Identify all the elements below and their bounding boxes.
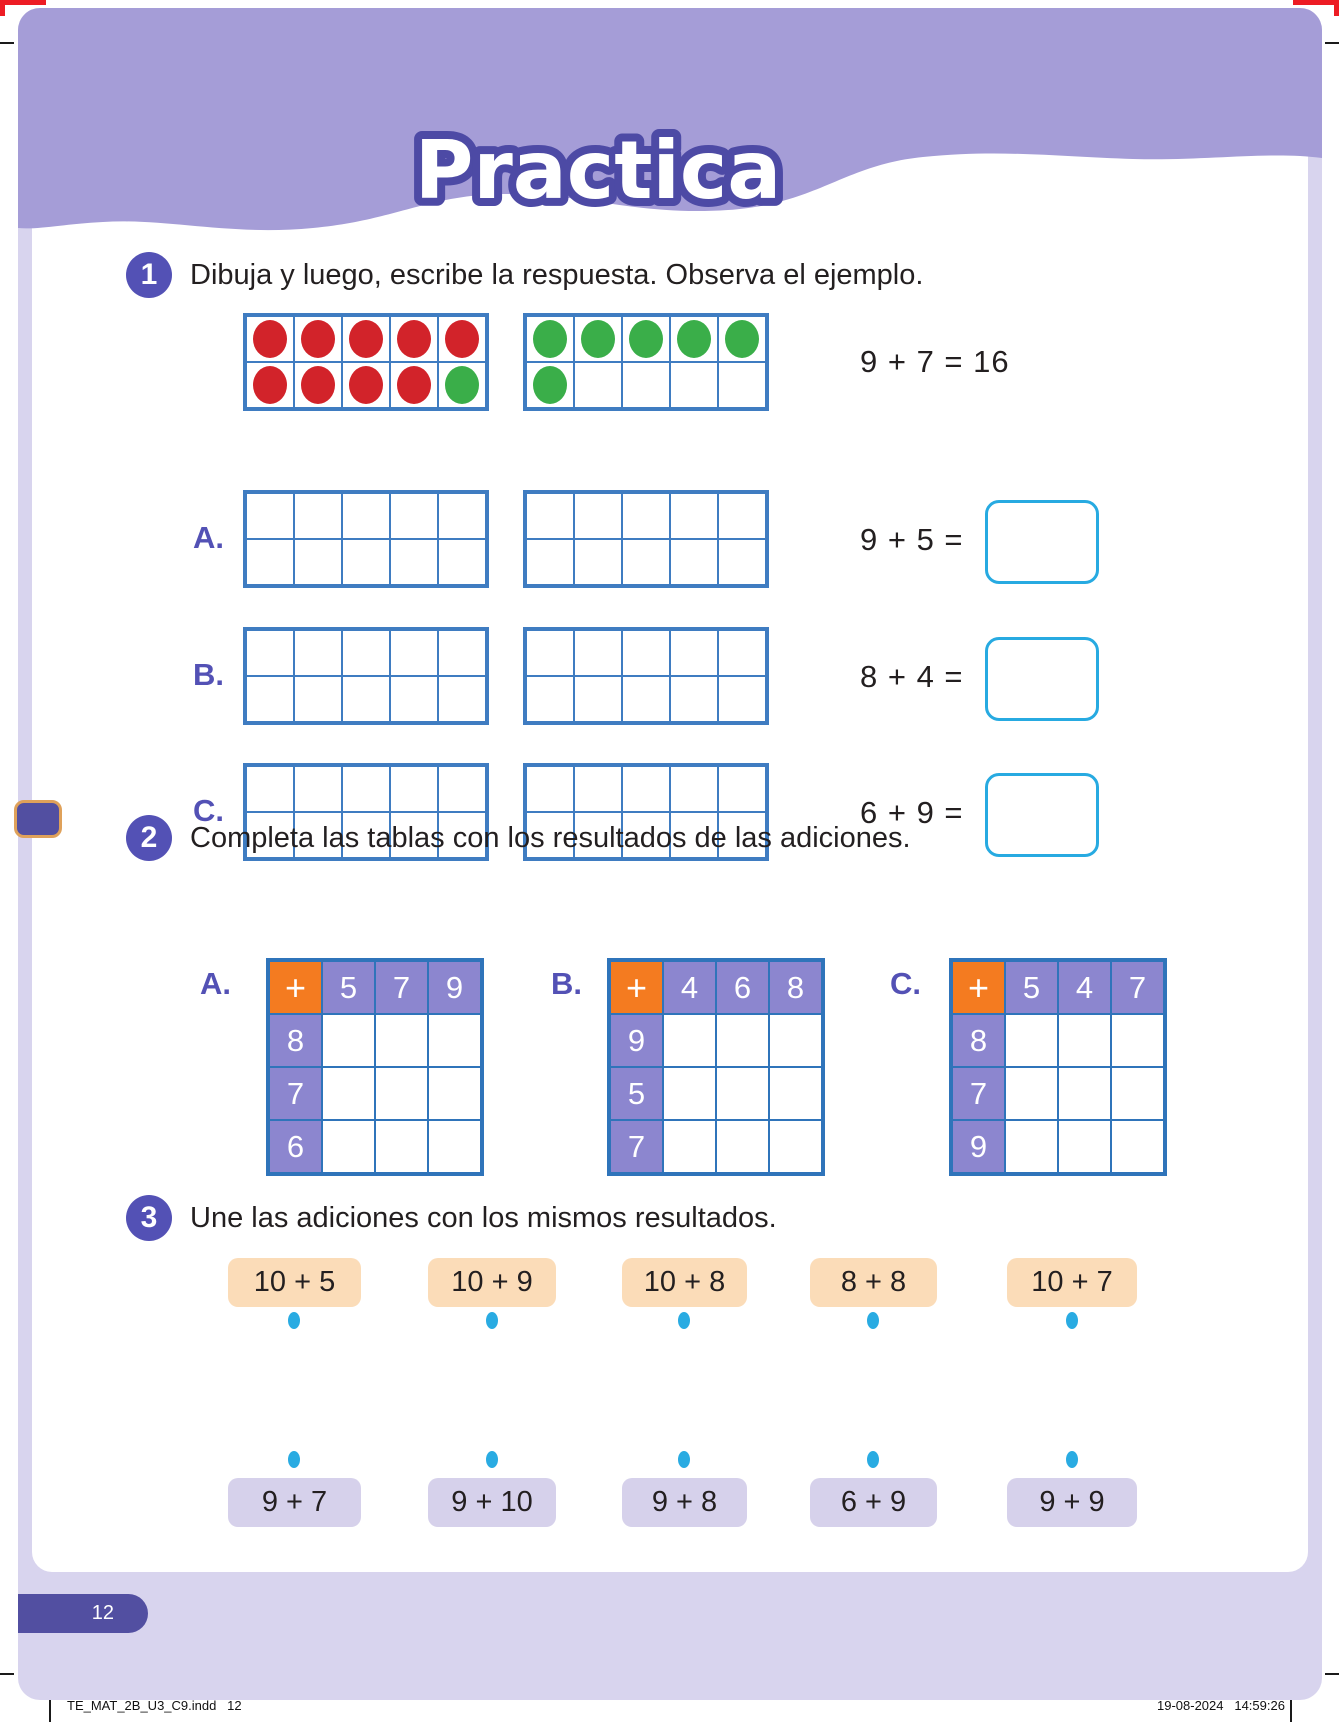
table-row-header: 8 (269, 1014, 322, 1067)
connector-dot[interactable] (867, 1451, 879, 1468)
ten-frame-cell[interactable] (670, 630, 718, 676)
exercise2-instruction: Completa las tablas con los resultados de las adiciones. (190, 821, 911, 854)
table-answer-cell[interactable] (1058, 1120, 1111, 1173)
match-bottom-box: 9 + 7 (228, 1478, 361, 1527)
ten-frame-cell[interactable] (246, 493, 294, 539)
table-answer-cell[interactable] (663, 1067, 716, 1120)
ten-frame-cell (294, 362, 342, 408)
ten-frame-cell (390, 362, 438, 408)
ten-frame-cell (342, 362, 390, 408)
table-answer-cell[interactable] (375, 1120, 428, 1173)
ten-frame-cell[interactable] (294, 630, 342, 676)
exercise1-instruction: Dibuja y luego, escribe la respuesta. Observa el ejemplo. (190, 258, 924, 291)
ten-frame-cell[interactable] (246, 539, 294, 585)
ten-frame-cell (622, 316, 670, 362)
ten-frame-cell (718, 316, 766, 362)
crop-mark-top-right-red (1293, 0, 1339, 5)
ten-frame-cell (294, 316, 342, 362)
footer-timestamp: 19-08-2024 14:59:26 (1157, 1698, 1285, 1713)
crop-tick-bottom-right (1325, 1673, 1339, 1675)
connector-dot[interactable] (678, 1312, 690, 1329)
ten-frame-example-2 (523, 313, 769, 411)
ten-frame-cell[interactable] (294, 766, 342, 812)
ten-frame-cell[interactable] (574, 676, 622, 722)
match-bottom-box: 9 + 10 (428, 1478, 556, 1527)
ten-frame-cell[interactable] (526, 676, 574, 722)
table-answer-cell[interactable] (1005, 1120, 1058, 1173)
ten-frame-cell[interactable] (294, 539, 342, 585)
ten-frame-cell[interactable] (574, 630, 622, 676)
ten-frame-cell (670, 316, 718, 362)
crop-mark-top-left-red (0, 0, 46, 5)
ten-frame-a1[interactable] (243, 490, 489, 588)
exercise1-header (126, 252, 923, 298)
match-top-box: 10 + 8 (622, 1258, 747, 1307)
table-operator: + (952, 961, 1005, 1014)
exercise-number-badge: 2 (126, 815, 172, 861)
table-answer-cell[interactable] (1058, 1067, 1111, 1120)
equation-b: 8 + 4 = (860, 659, 964, 694)
ten-frame-cell[interactable] (622, 539, 670, 585)
ten-frame-example-1 (243, 313, 489, 411)
table-col-header: 8 (769, 961, 822, 1014)
table-label-c: C. (890, 966, 921, 1001)
exercise-number-badge: 3 (126, 1195, 172, 1241)
table-answer-cell[interactable] (1111, 1067, 1164, 1120)
row-label-a: A. (193, 520, 224, 555)
ten-frame-cell[interactable] (622, 630, 670, 676)
ten-frame-cell[interactable] (574, 766, 622, 812)
table-answer-cell[interactable] (428, 1067, 481, 1120)
ten-frame-cell[interactable] (294, 676, 342, 722)
ten-frame-cell[interactable] (390, 766, 438, 812)
table-answer-cell[interactable] (375, 1014, 428, 1067)
answer-box-a[interactable] (985, 500, 1099, 584)
ten-frame-cell[interactable] (342, 493, 390, 539)
table-answer-cell[interactable] (322, 1120, 375, 1173)
page-number: 12 (91, 1602, 114, 1624)
ten-frame-cell[interactable] (390, 539, 438, 585)
crop-tick-top-right (1325, 42, 1339, 44)
crop-tick-bottom-left (0, 1673, 14, 1675)
table-col-header: 4 (663, 961, 716, 1014)
table-row-header: 9 (952, 1120, 1005, 1173)
ten-frame-cell[interactable] (438, 630, 486, 676)
ten-frame-cell[interactable] (718, 630, 766, 676)
match-bottom-box: 9 + 9 (1007, 1478, 1137, 1527)
table-row-header: 5 (610, 1067, 663, 1120)
ten-frame-cell[interactable] (390, 493, 438, 539)
table-answer-cell[interactable] (1058, 1014, 1111, 1067)
equation-c: 6 + 9 = (860, 795, 964, 830)
ten-frame-cell (246, 362, 294, 408)
connector-dot[interactable] (486, 1312, 498, 1329)
ten-frame-cell[interactable] (718, 493, 766, 539)
match-top-box: 8 + 8 (810, 1258, 937, 1307)
ten-frame-cell (390, 316, 438, 362)
table-label-a: A. (200, 966, 231, 1001)
connector-dot[interactable] (678, 1451, 690, 1468)
table-answer-cell[interactable] (322, 1067, 375, 1120)
table-col-header: 5 (322, 961, 375, 1014)
connector-dot[interactable] (288, 1312, 300, 1329)
table-operator: + (269, 961, 322, 1014)
table-answer-cell[interactable] (716, 1120, 769, 1173)
table-col-header: 4 (1058, 961, 1111, 1014)
page-title: Practica (414, 124, 782, 217)
ten-frame-cell[interactable] (718, 676, 766, 722)
ten-frame-cell[interactable] (342, 539, 390, 585)
table-row-header: 7 (610, 1120, 663, 1173)
ten-frame-cell[interactable] (246, 766, 294, 812)
exercise-number-badge: 1 (126, 252, 172, 298)
table-col-header: 7 (1111, 961, 1164, 1014)
exercise3-instruction: Une las adiciones con los mismos resultados. (190, 1201, 777, 1234)
ten-frame-cell[interactable] (526, 493, 574, 539)
ten-frame-cell[interactable] (342, 676, 390, 722)
match-top-box: 10 + 9 (428, 1258, 556, 1307)
table-answer-cell[interactable] (663, 1014, 716, 1067)
match-top-box: 10 + 5 (228, 1258, 361, 1307)
ten-frame-cell[interactable] (246, 676, 294, 722)
crop-tick-top-left (0, 42, 14, 44)
ten-frame-b2[interactable] (523, 627, 769, 725)
ten-frame-cell[interactable] (294, 493, 342, 539)
table-row-header: 9 (610, 1014, 663, 1067)
workbook-page (18, 8, 1322, 1700)
connector-dot[interactable] (867, 1312, 879, 1329)
table-answer-cell[interactable] (769, 1067, 822, 1120)
ten-frame-cell[interactable] (718, 539, 766, 585)
match-bottom-box: 6 + 9 (810, 1478, 937, 1527)
table-answer-cell[interactable] (428, 1014, 481, 1067)
table-col-header: 6 (716, 961, 769, 1014)
ten-frame-cell[interactable] (526, 630, 574, 676)
match-bottom-box: 9 + 8 (622, 1478, 747, 1527)
ten-frame-cell[interactable] (526, 539, 574, 585)
table-answer-cell[interactable] (428, 1120, 481, 1173)
unit-tab (14, 800, 62, 838)
ten-frame-cell (438, 362, 486, 408)
connector-dot[interactable] (1066, 1312, 1078, 1329)
ten-frame-cell[interactable] (526, 766, 574, 812)
crop-mark-top-left-red-v (0, 0, 5, 16)
table-answer-cell[interactable] (1005, 1067, 1058, 1120)
ten-frame-cell (670, 362, 718, 408)
ten-frame-cell[interactable] (670, 539, 718, 585)
crop-mark-top-right-red-v (1334, 0, 1339, 16)
ten-frame-cell (574, 316, 622, 362)
addition-table-b (607, 958, 825, 1176)
ten-frame-cell[interactable] (438, 493, 486, 539)
example-equation: 9 + 7 = 16 (860, 344, 1010, 379)
ten-frame-cell (438, 316, 486, 362)
ten-frame-cell[interactable] (670, 493, 718, 539)
ten-frame-cell[interactable] (438, 539, 486, 585)
table-answer-cell[interactable] (663, 1120, 716, 1173)
ten-frame-cell (526, 316, 574, 362)
ten-frame-cell[interactable] (622, 493, 670, 539)
table-answer-cell[interactable] (375, 1067, 428, 1120)
connector-dot[interactable] (288, 1451, 300, 1468)
ten-frame-cell[interactable] (574, 539, 622, 585)
table-answer-cell[interactable] (1111, 1120, 1164, 1173)
table-operator: + (610, 961, 663, 1014)
ten-frame-cell (574, 362, 622, 408)
footer-file-info: TE_MAT_2B_U3_C9.indd 12 (67, 1698, 242, 1713)
table-answer-cell[interactable] (716, 1014, 769, 1067)
page-title-art (338, 100, 858, 230)
connector-dot[interactable] (486, 1451, 498, 1468)
table-label-b: B. (551, 966, 582, 1001)
page-number-pill (18, 1594, 148, 1633)
answer-box-c[interactable] (985, 773, 1099, 857)
table-col-header: 5 (1005, 961, 1058, 1014)
ten-frame-cell[interactable] (390, 676, 438, 722)
row-label-b: B. (193, 657, 224, 692)
ten-frame-cell (342, 316, 390, 362)
answer-box-b[interactable] (985, 637, 1099, 721)
ten-frame-cell[interactable] (438, 676, 486, 722)
ten-frame-cell[interactable] (622, 766, 670, 812)
ten-frame-cell[interactable] (342, 766, 390, 812)
ten-frame-cell (718, 362, 766, 408)
equation-a: 9 + 5 = (860, 522, 964, 557)
table-answer-cell[interactable] (769, 1120, 822, 1173)
table-answer-cell[interactable] (1005, 1014, 1058, 1067)
table-answer-cell[interactable] (322, 1014, 375, 1067)
table-col-header: 9 (428, 961, 481, 1014)
table-answer-cell[interactable] (769, 1014, 822, 1067)
ten-frame-cell (246, 316, 294, 362)
table-answer-cell[interactable] (1111, 1014, 1164, 1067)
table-col-header: 7 (375, 961, 428, 1014)
ten-frame-cell[interactable] (670, 766, 718, 812)
row-label-c: C. (193, 793, 224, 828)
exercise3-header (126, 1195, 777, 1241)
ten-frame-cell[interactable] (622, 676, 670, 722)
exercise2-header (126, 815, 911, 861)
ten-frame-cell[interactable] (438, 766, 486, 812)
match-top-box: 10 + 7 (1007, 1258, 1137, 1307)
ten-frame-cell[interactable] (670, 676, 718, 722)
ten-frame-cell (622, 362, 670, 408)
table-row-header: 8 (952, 1014, 1005, 1067)
ten-frame-cell[interactable] (574, 493, 622, 539)
ten-frame-cell[interactable] (718, 766, 766, 812)
ten-frame-cell[interactable] (342, 630, 390, 676)
addition-table-c (949, 958, 1167, 1176)
table-row-header: 7 (269, 1067, 322, 1120)
table-answer-cell[interactable] (716, 1067, 769, 1120)
ten-frame-a2[interactable] (523, 490, 769, 588)
connector-dot[interactable] (1066, 1451, 1078, 1468)
table-row-header: 7 (952, 1067, 1005, 1120)
ten-frame-b1[interactable] (243, 627, 489, 725)
table-row-header: 6 (269, 1120, 322, 1173)
ten-frame-cell[interactable] (246, 630, 294, 676)
ten-frame-cell[interactable] (390, 630, 438, 676)
addition-table-a (266, 958, 484, 1176)
ten-frame-cell (526, 362, 574, 408)
